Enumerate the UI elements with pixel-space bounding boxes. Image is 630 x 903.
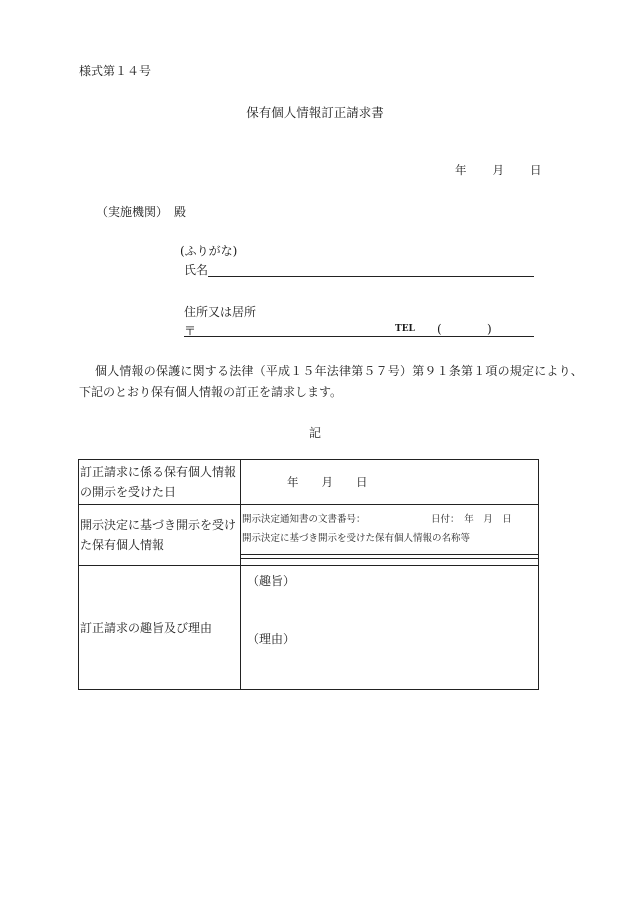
day-label: 日 — [530, 163, 542, 177]
purpose-reason-label: 訂正請求の趣旨及び理由 — [79, 566, 241, 690]
disclosure-date-label: 訂正請求に係る保有個人情報の開示を受けた日 — [79, 460, 241, 505]
month-label: 月 — [492, 163, 504, 177]
purpose-reason-field[interactable] — [241, 566, 539, 690]
recipient-line: （実施機関） 殿 — [96, 205, 187, 219]
notice-date-label: 日付： 年 月 日 — [431, 514, 512, 525]
date-line — [455, 162, 542, 178]
table-row — [79, 566, 539, 690]
year-label: 年 — [455, 163, 467, 177]
tel-paren-close: ) — [487, 322, 492, 336]
document-title: 保有個人情報訂正請求書 — [246, 105, 384, 120]
request-table — [78, 459, 539, 690]
divider — [241, 558, 538, 559]
divider — [241, 554, 538, 555]
disclosed-info-field[interactable] — [241, 505, 539, 566]
tel-label: TEL — [395, 324, 415, 334]
address-label: 住所又は居所 — [184, 305, 257, 319]
postal-mark: 〒 — [184, 324, 197, 338]
doc-number-label: 開示決定通知書の文書番号： — [242, 514, 366, 525]
address-field[interactable] — [184, 336, 534, 337]
body-text-line-2: 下記のとおり保有個人情報の訂正を請求します。 — [79, 385, 343, 399]
ki-heading: 記 — [308, 426, 321, 440]
furigana-label: (ふりがな) — [180, 244, 238, 258]
disclosure-date-field[interactable]: 年 月 日 — [241, 460, 539, 505]
table-row — [79, 505, 539, 566]
purpose-label: （趣旨） — [247, 574, 296, 588]
reason-label: （理由） — [247, 632, 296, 646]
name-label: 氏名 — [184, 263, 209, 277]
form-number: 様式第１４号 — [79, 64, 152, 78]
disclosed-info-label: 開示決定に基づき開示を受けた保有個人情報 — [79, 505, 241, 566]
body-text-line-1: 個人情報の保護に関する法律（平成１５年法律第５７号）第９１条第１項の規定により、 — [95, 364, 584, 378]
table-row — [79, 460, 539, 505]
info-name-label: 開示決定に基づき開示を受けた保有個人情報の名称等 — [242, 533, 471, 544]
tel-paren-open: ( — [437, 322, 442, 336]
name-field[interactable] — [208, 276, 534, 277]
